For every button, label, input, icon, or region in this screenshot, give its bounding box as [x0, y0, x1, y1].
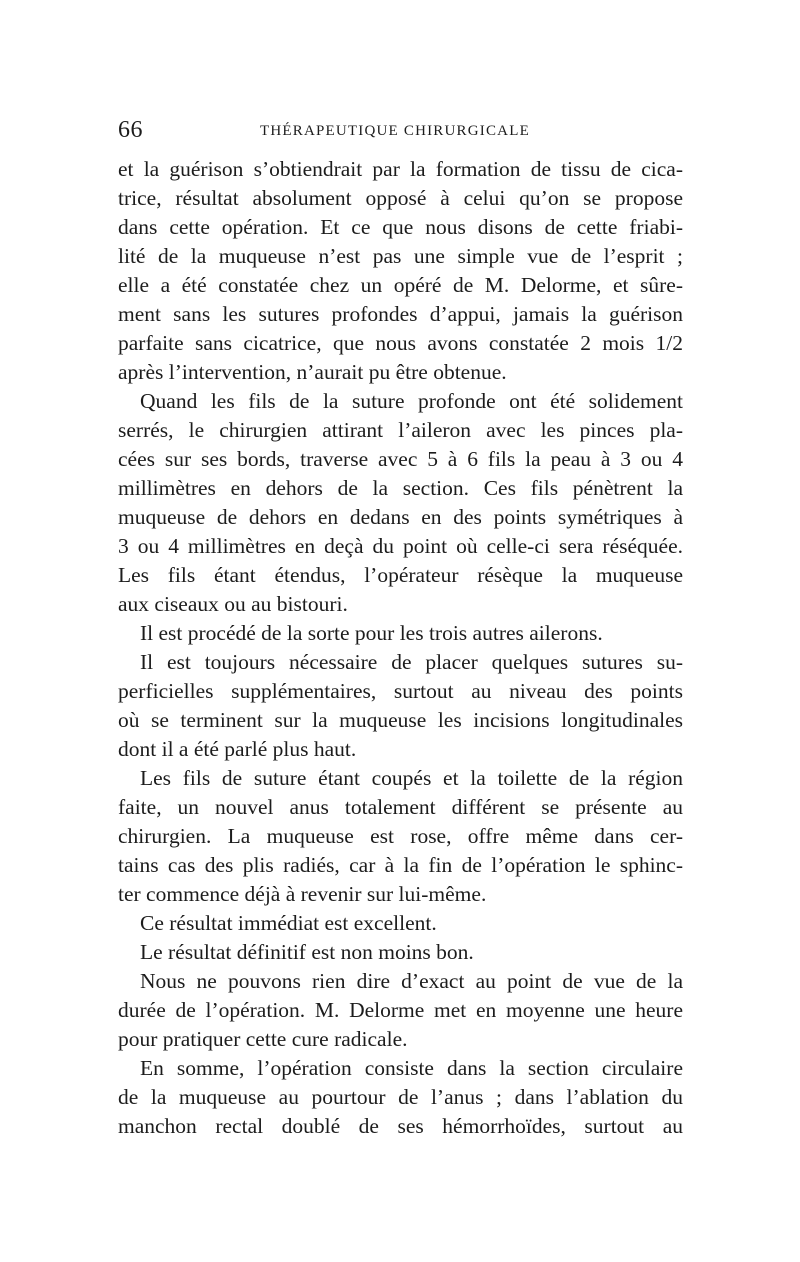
text-line: ter commence déjà à revenir sur lui-même.: [118, 882, 487, 906]
text-line: Nous ne pouvons rien dire d’exact au point de vue de la: [140, 969, 683, 993]
text-line: ment sans les sutures profondes d’appui, jamais la guérison: [118, 302, 683, 326]
text-line: En somme, l’opération consiste dans la section circulaire: [140, 1056, 683, 1080]
text-line: cées sur ses bords, traverse avec 5 à 6 fils la peau à 3 ou 4: [118, 447, 683, 471]
text-line: aux ciseaux ou au bistouri.: [118, 592, 348, 616]
page-number: 66: [118, 117, 143, 143]
text-line: chirurgien. La muqueuse est rose, offre même dans cer-: [118, 824, 683, 848]
text-line: et la guérison s’obtiendrait par la formation de tissu de cica-: [118, 157, 683, 181]
text-line: dont il a été parlé plus haut.: [118, 737, 357, 761]
text-line: faite, un nouvel anus totalement différent se présente au: [118, 795, 683, 819]
text-line: Il est toujours nécessaire de placer quelques sutures su-: [140, 650, 683, 674]
page-header: [118, 117, 683, 147]
text-line: elle a été constatée chez un opéré de M. Delorme, et sûre-: [118, 273, 683, 297]
text-line: parfaite sans cicatrice, que nous avons constatée 2 mois 1/2: [118, 331, 683, 355]
body-text: [118, 155, 683, 1141]
text-line: où se terminent sur la muqueuse les incisions longitudinales: [118, 708, 683, 732]
text-line: Il est procédé de la sorte pour les trois autres ailerons.: [140, 621, 603, 645]
text-line: Quand les fils de la suture profonde ont été solidement: [140, 389, 683, 413]
text-line: tains cas des plis radiés, car à la fin de l’opération le sphinc-: [118, 853, 683, 877]
text-line: Le résultat définitif est non moins bon.: [140, 940, 474, 964]
text-line: serrés, le chirurgien attirant l’aileron avec les pinces pla-: [118, 418, 683, 442]
text-line: Ce résultat immédiat est excellent.: [140, 911, 437, 935]
running-head: THÉRAPEUTIQUE CHIRURGICALE: [260, 123, 530, 139]
text-line: muqueuse de dehors en dedans en des points symétriques à: [118, 505, 683, 529]
text-line: 3 ou 4 millimètres en deçà du point où celle-ci sera réséquée.: [118, 534, 683, 558]
text-line: lité de la muqueuse n’est pas une simple vue de l’esprit ;: [118, 244, 683, 268]
text-line: Les fils de suture étant coupés et la toilette de la région: [140, 766, 683, 790]
text-line: pour pratiquer cette cure radicale.: [118, 1027, 408, 1051]
text-line: manchon rectal doublé de ses hémorrhoïdes, surtout au: [118, 1114, 683, 1138]
text-line: de la muqueuse au pourtour de l’anus ; dans l’ablation du: [118, 1085, 683, 1109]
text-line: durée de l’opération. M. Delorme met en moyenne une heure: [118, 998, 683, 1022]
text-line: après l’intervention, n’aurait pu être obtenue.: [118, 360, 507, 384]
text-line: millimètres en dehors de la section. Ces fils pénètrent la: [118, 476, 683, 500]
text-line: trice, résultat absolument opposé à celui qu’on se propose: [118, 186, 683, 210]
text-line: perficielles supplémentaires, surtout au niveau des points: [118, 679, 683, 703]
text-line: Les fils étant étendus, l’opérateur résèque la muqueuse: [118, 563, 683, 587]
text-line: dans cette opération. Et ce que nous disons de cette friabi-: [118, 215, 683, 239]
